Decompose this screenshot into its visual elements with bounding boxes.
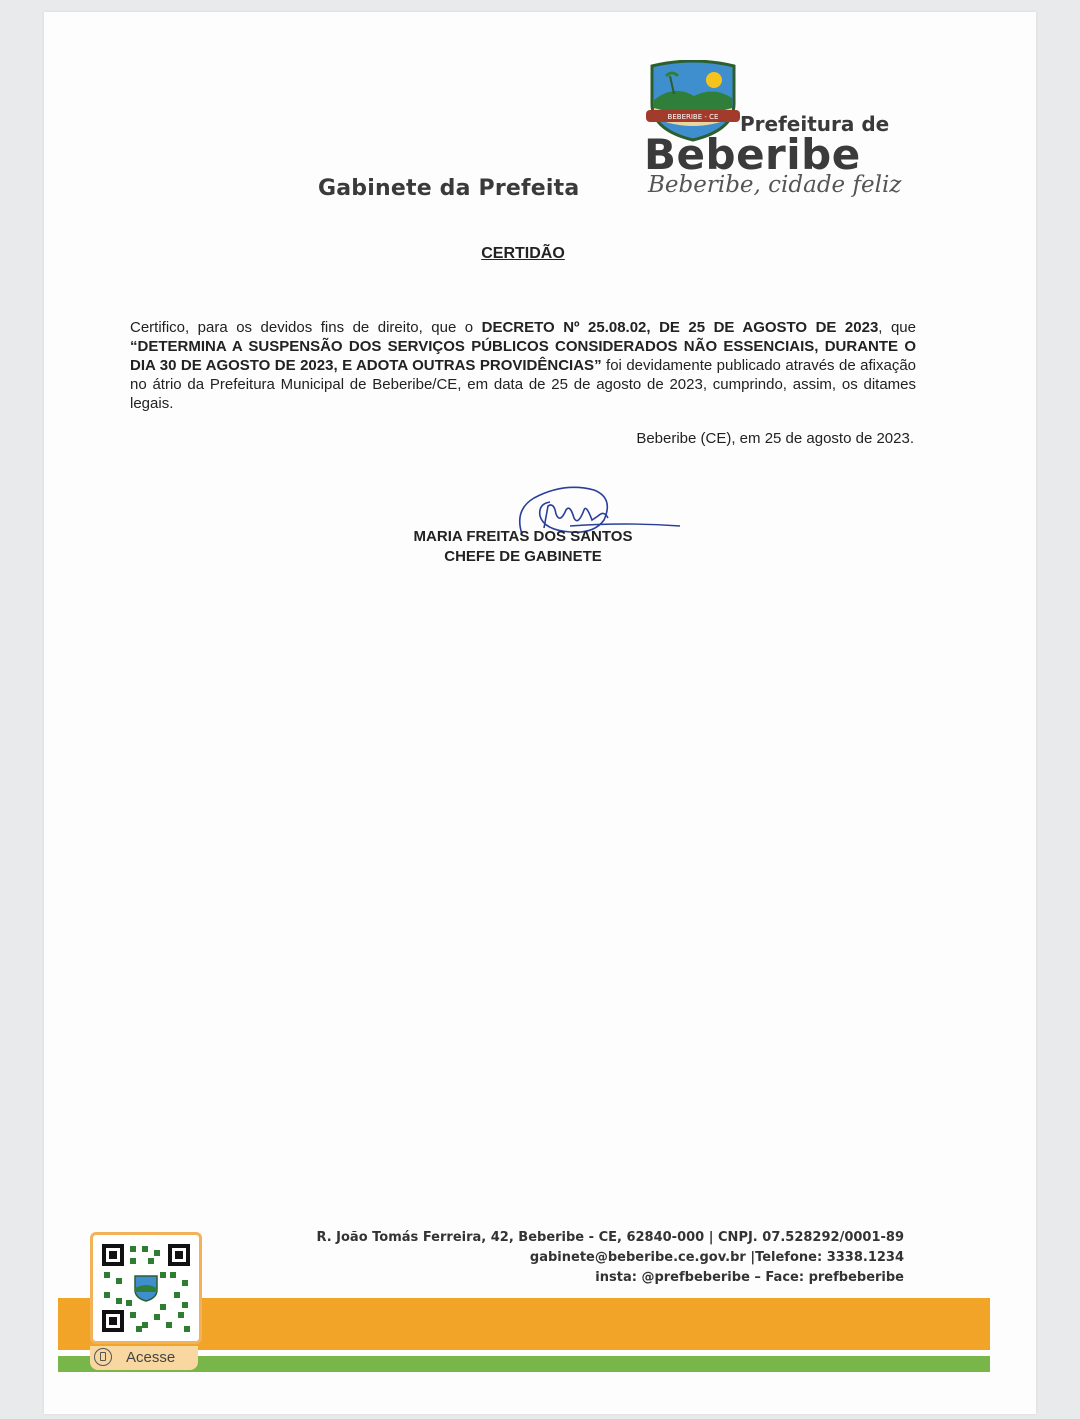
page-title: CERTIDÃO xyxy=(481,245,565,262)
paragraph-connector: , que xyxy=(878,319,916,336)
qr-access-text: Acesse xyxy=(126,1349,176,1366)
document-page xyxy=(44,12,1036,1414)
svg-text:BEBERIBE - CE: BEBERIBE - CE xyxy=(667,113,719,121)
signer-name: MARIA FREITAS DOS SANTOS xyxy=(413,528,633,545)
smartphone-icon xyxy=(94,1348,112,1366)
date-line: Beberibe (CE), em 25 de agosto de 2023. xyxy=(636,430,914,447)
decree-subject: “DETERMINA A SUSPENSÃO DOS SERVIÇOS PÚBLICOS CONSIDERADOS NÃO ESSENCIAIS, DURANTE O DIA 30 DE AGOSTO DE 2023, E ADOTA OUTRAS PROVIDÊNCIAS” xyxy=(130,338,916,374)
office-heading: Gabinete da Prefeita xyxy=(318,176,580,201)
paragraph-intro: Certifico, para os devidos fins de direito, que o xyxy=(130,319,482,336)
decree-reference: DECRETO Nº 25.08.02, DE 25 DE AGOSTO DE 2023 xyxy=(481,319,879,336)
qr-access-label[interactable] xyxy=(90,1346,198,1370)
footer-contact: gabinete@beberibe.ce.gov.br |Telefone: 3338.1234 xyxy=(529,1250,904,1265)
footer-social: insta: @prefbeberibe – Face: prefbeberibe xyxy=(595,1270,904,1285)
qr-code[interactable] xyxy=(90,1232,202,1344)
certificate-paragraph xyxy=(130,318,916,413)
brand-slogan: Beberibe, cidade feliz xyxy=(648,172,902,198)
paragraph-rest: foi devidamente publicado através de afixação no átrio da Prefeitura Municipal de Beberibe/CE, em data de 25 de agosto de 2023, cumprindo, assim, os ditames legais. xyxy=(130,357,917,412)
brand-prefix: Prefeitura de xyxy=(740,112,890,136)
qr-code-icon xyxy=(100,1242,192,1334)
signer-role: CHEFE DE GABINETE xyxy=(444,548,602,565)
footer-address: R. João Tomás Ferreira, 42, Beberibe - CE, 62840-000 | CNPJ. 07.528292/0001-89 xyxy=(316,1230,904,1245)
brand-name: Beberibe xyxy=(644,130,861,179)
